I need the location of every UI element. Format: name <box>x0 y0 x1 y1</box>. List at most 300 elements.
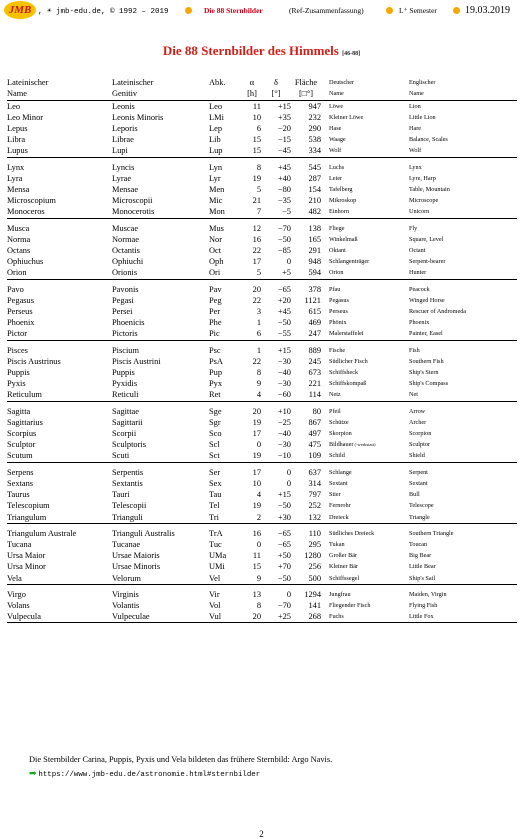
cell-abbr: Sge <box>209 406 222 416</box>
cell-abbr: Pic <box>207 328 243 340</box>
cell-german: Jungfrau <box>329 590 351 598</box>
cell-dec: −50 <box>277 234 291 244</box>
cell-german: Pegasus <box>329 296 349 304</box>
table-row <box>7 428 517 439</box>
cell-dec: +15 <box>277 345 291 355</box>
cell-ra: 15 <box>243 145 261 157</box>
cell-abbr: Vel <box>207 573 243 585</box>
cell-genitive: Puppis <box>112 368 135 378</box>
cell-dec: +25 <box>261 611 291 623</box>
cell-ra: 19 <box>252 173 261 183</box>
cell-area: 287 <box>308 173 321 183</box>
cell-genitive: Telescopii <box>112 501 147 511</box>
doc-subtitle: (Ref-Zusammenfassung) <box>289 6 364 15</box>
site-logo[interactable]: JMB <box>4 1 36 19</box>
cell-area: 221 <box>308 379 321 389</box>
cell-english: Serpent-bearer <box>409 258 446 266</box>
cell-area: 245 <box>308 356 321 366</box>
cell-abbr: UMi <box>209 562 225 572</box>
cell-ra: 22 <box>252 356 261 366</box>
cell-genitive: Ursae Maioris <box>112 551 160 561</box>
site-info[interactable]: , ☀ jmb-edu.de, © 1992 – 2019 <box>38 8 169 16</box>
table-row <box>7 389 517 401</box>
col-header-abbr: Abk. <box>209 78 226 87</box>
cell-dec: +15 <box>277 490 291 500</box>
cell-abbr: Ret <box>207 389 243 401</box>
table-row <box>7 367 517 378</box>
cell-abbr: Mic <box>209 196 223 206</box>
cell-area: 482 <box>291 206 329 218</box>
table-row <box>7 561 517 572</box>
cell-latin: Microscopium <box>7 196 56 206</box>
cell-dec: +35 <box>277 112 291 122</box>
cell-latin: Sagitta <box>7 406 31 416</box>
cell-ra: 21 <box>252 196 261 206</box>
cell-genitive: Microscopii <box>112 196 153 206</box>
cell-german: Waage <box>329 136 346 144</box>
table-row <box>7 523 517 539</box>
cell-german: Schiffskompaß <box>329 380 367 388</box>
table-row <box>7 184 517 195</box>
cell-genitive: Lyncis <box>112 162 135 172</box>
source-link-line <box>29 768 260 779</box>
cell-latin: Lupus <box>7 145 112 157</box>
cell-ra: 11 <box>252 101 261 111</box>
col-header-english: Englischer <box>409 79 436 86</box>
table-row <box>7 450 517 462</box>
col-header-german-sub: Name <box>329 89 409 100</box>
cell-english: Little Bear <box>409 563 436 571</box>
cell-dec: −20 <box>277 124 291 133</box>
cell-latin: Scorpius <box>7 429 37 439</box>
cell-dec: +15 <box>277 101 291 111</box>
cell-abbr: Mus <box>209 223 224 233</box>
cell-dec: −55 <box>261 328 291 340</box>
cell-german: Tafelberg <box>329 186 353 194</box>
cell-genitive: Tauri <box>112 490 130 500</box>
cell-german: Orion <box>329 267 409 279</box>
cell-english: Ship's Sail <box>409 573 517 585</box>
cell-genitive: Trianguli <box>112 512 207 524</box>
cell-abbr: Oct <box>209 246 222 256</box>
cell-abbr: Tri <box>207 512 243 524</box>
cell-dec: −60 <box>261 389 291 401</box>
table-row <box>7 195 517 206</box>
cell-genitive: Normae <box>112 234 139 244</box>
col-header-ra: α <box>249 78 255 87</box>
cell-dec: 0 <box>286 467 291 477</box>
cell-german: Schiffssegel <box>329 573 409 585</box>
cell-abbr: UMa <box>209 551 227 561</box>
cell-ra: 12 <box>252 223 261 233</box>
cell-latin: Pictor <box>7 328 112 340</box>
table-row <box>7 234 517 245</box>
table-row <box>7 173 517 184</box>
cell-abbr: Vol <box>209 600 221 610</box>
cell-abbr: Psc <box>209 345 221 355</box>
cell-ra: 15 <box>252 562 261 572</box>
cell-german: Pfau <box>329 285 341 293</box>
cell-dec: −70 <box>277 223 291 233</box>
cell-latin: Tucana <box>7 539 32 549</box>
cell-english: Peacock <box>409 285 430 293</box>
cell-ra: 10 <box>252 112 261 122</box>
cell-area: 475 <box>308 440 321 450</box>
cell-latin: Phoenix <box>7 318 35 328</box>
cell-abbr: TrA <box>209 528 223 538</box>
cell-latin: Pisces <box>7 345 28 355</box>
table-row <box>7 134 517 145</box>
cell-area: 314 <box>308 478 321 488</box>
cell-latin: Perseus <box>7 307 33 317</box>
cell-ra: 6 <box>256 124 261 133</box>
cell-ra: 0 <box>256 440 261 450</box>
cell-genitive: Ursae Minoris <box>112 562 161 572</box>
table-row <box>7 378 517 389</box>
cell-ra: 17 <box>252 257 261 267</box>
cell-german: Pfeil <box>329 407 341 415</box>
constellation-table <box>7 78 517 623</box>
cell-genitive: Pavonis <box>112 284 139 294</box>
cell-area: 673 <box>308 368 321 378</box>
cell-dec: 0 <box>286 257 291 267</box>
cell-latin: Orion <box>7 267 112 279</box>
cell-area: 295 <box>308 539 321 549</box>
cell-abbr: Phe <box>209 318 222 328</box>
table-row <box>7 512 517 524</box>
cell-abbr: Leo <box>209 101 223 111</box>
cell-dec: +10 <box>277 406 291 416</box>
cell-abbr: Lup <box>207 145 243 157</box>
cell-area: 947 <box>308 101 321 111</box>
page-number: 2 <box>259 829 264 839</box>
cell-dec: −45 <box>261 145 291 157</box>
bullet-icon <box>453 7 460 14</box>
cell-german: Fernrohr <box>329 502 351 510</box>
cell-dec: −65 <box>277 539 291 549</box>
cell-dec: −15 <box>277 135 291 145</box>
cell-abbr: Tau <box>209 490 222 500</box>
cell-ra: 17 <box>252 429 261 439</box>
cell-dec: −50 <box>277 318 291 328</box>
cell-abbr: Lep <box>209 124 223 133</box>
cell-genitive: Ophiuchi <box>112 257 144 267</box>
cell-german: Schiffsheck <box>329 369 359 377</box>
cell-dec: +30 <box>261 512 291 524</box>
cell-genitive: Scorpii <box>112 429 137 439</box>
cell-ra: 16 <box>252 528 261 538</box>
cell-dec: +40 <box>277 173 291 183</box>
cell-abbr: Tuc <box>209 539 222 549</box>
table-row <box>7 462 517 478</box>
cell-genitive: Monocerotis <box>112 206 207 218</box>
cell-german: Einhorn <box>329 206 409 218</box>
cell-latin: Puppis <box>7 368 30 378</box>
cell-latin: Scutum <box>7 450 112 462</box>
table-row <box>7 157 517 173</box>
cell-ra: 4 <box>256 490 261 500</box>
page-header <box>2 0 521 22</box>
cell-german: Sextant <box>329 479 348 487</box>
cell-genitive: Piscis Austrini <box>112 356 161 366</box>
cell-ra: 10 <box>252 478 261 488</box>
cell-english: Winged Horse <box>409 296 445 304</box>
cell-latin: Ursa Minor <box>7 562 46 572</box>
cell-latin: Volans <box>7 600 30 610</box>
cell-latin: Sculptor <box>7 440 36 450</box>
cell-dec: −30 <box>277 440 291 450</box>
footnote: Die Sternbilder Carina, Puppis, Pyxis und Vela bildeten das frühere Sternbild: Argo Navis. <box>29 755 333 764</box>
page-title <box>0 43 523 59</box>
cell-ra: 3 <box>256 307 261 317</box>
cell-abbr: Sex <box>209 478 222 488</box>
cell-ra: 4 <box>243 389 261 401</box>
table-row <box>7 417 517 428</box>
cell-ra: 19 <box>243 450 261 462</box>
cell-german: Fische <box>329 346 346 354</box>
cell-english: Little Fox <box>409 611 517 623</box>
cell-latin: Triangulum Australe <box>7 528 77 538</box>
cell-english: Phoenix <box>409 319 430 327</box>
cell-german: Fuchs <box>329 611 409 623</box>
cell-area: 141 <box>308 600 321 610</box>
cell-genitive: Vulpeculae <box>112 611 207 623</box>
cell-area: 154 <box>308 185 321 195</box>
cell-ra: 19 <box>252 417 261 427</box>
table-row <box>7 550 517 561</box>
cell-latin: Vulpecula <box>7 611 112 623</box>
cell-ra: 13 <box>252 589 261 599</box>
cell-english: Wolf <box>409 145 517 157</box>
cell-genitive: Trianguli Australis <box>112 528 175 538</box>
sculptor-note: (-werkstatt) <box>353 442 376 448</box>
cell-area: 538 <box>308 135 321 145</box>
cell-german: Phönix <box>329 319 347 327</box>
cell-dec: −10 <box>261 450 291 462</box>
cell-latin: Lynx <box>7 162 25 172</box>
cell-abbr: LMi <box>209 112 224 122</box>
col-header-abbr-sub <box>207 89 243 100</box>
cell-ra: 11 <box>252 551 261 561</box>
cell-latin: Telescopium <box>7 501 50 511</box>
cell-english: Archer <box>409 418 427 426</box>
cell-genitive: Piscium <box>112 345 139 355</box>
cell-genitive: Sextantis <box>112 478 143 488</box>
cell-english: Fly <box>409 224 418 232</box>
cell-ra: 6 <box>243 328 261 340</box>
cell-ra: 1 <box>256 318 261 328</box>
cell-abbr: Per <box>209 307 221 317</box>
table-row <box>7 206 517 218</box>
table-row <box>7 356 517 367</box>
cell-area: 247 <box>291 328 329 340</box>
cell-english: Southern Fish <box>409 357 444 365</box>
cell-latin: Norma <box>7 234 31 244</box>
cell-abbr: Nor <box>209 234 223 244</box>
cell-latin: Libra <box>7 135 26 145</box>
cell-dec: −40 <box>277 429 291 439</box>
col-header-german: Deutscher <box>329 79 355 86</box>
table-row <box>7 218 517 234</box>
table-row <box>7 123 517 134</box>
cell-english: Flying Fish <box>409 601 438 609</box>
cell-english: Serpent <box>409 468 428 476</box>
doc-title: Die 88 Sternbilder <box>204 6 263 15</box>
cell-english: Sculptor <box>409 441 430 449</box>
table-row <box>7 145 517 157</box>
cell-abbr: PsA <box>209 356 223 366</box>
cell-german: Winkelmaß <box>329 235 358 243</box>
cell-german: Fliege <box>329 224 345 232</box>
cell-dec: 0 <box>286 589 291 599</box>
cell-latin: Serpens <box>7 467 34 477</box>
cell-abbr: Sgr <box>209 417 221 427</box>
cell-english: Octant <box>409 247 426 255</box>
cell-area: 110 <box>308 528 321 538</box>
cell-area: 334 <box>291 145 329 157</box>
cell-genitive: Octantis <box>112 246 140 256</box>
cell-german: Tukan <box>329 540 345 548</box>
cell-area: 1121 <box>304 295 321 305</box>
cell-genitive: Leonis <box>112 101 135 111</box>
page-title-tag: [46-88] <box>342 51 361 57</box>
cell-english: Big Bear <box>409 552 432 560</box>
cell-english: Table, Mountain <box>409 186 450 194</box>
cell-german: Kleiner Löwe <box>329 113 364 121</box>
table-row <box>7 295 517 306</box>
cell-english: Scorpion <box>409 430 432 438</box>
cell-abbr: Vir <box>209 589 220 599</box>
cell-ra: 20 <box>252 284 261 294</box>
cell-english: Arrow <box>409 407 426 415</box>
cell-ra: 8 <box>256 162 261 172</box>
table-row <box>7 500 517 511</box>
cell-latin: Sagittarius <box>7 417 43 427</box>
table-row <box>7 267 517 279</box>
cell-dec: −70 <box>277 600 291 610</box>
cell-dec: +45 <box>277 162 291 172</box>
cell-area: 1280 <box>304 551 321 561</box>
cell-abbr: Sct <box>207 450 243 462</box>
cell-english: Ship's Compass <box>409 380 449 388</box>
cell-english: Painter, Easel <box>409 328 517 340</box>
cell-genitive: Sculptoris <box>112 440 146 450</box>
cell-genitive: Leporis <box>112 124 138 133</box>
cell-german: Oktant <box>329 247 346 255</box>
cell-abbr: Vul <box>207 611 243 623</box>
cell-latin: Lyra <box>7 173 23 183</box>
cell-area: 165 <box>308 234 321 244</box>
bullet-icon <box>386 7 393 14</box>
cell-ra: 5 <box>243 267 261 279</box>
cell-english: Square, Level <box>409 235 444 243</box>
cell-ra: 19 <box>252 501 261 511</box>
source-url-link[interactable]: https://www.jmb-edu.de/astronomie.html#sternbilder <box>38 771 261 779</box>
cell-german: Luchs <box>329 163 345 171</box>
cell-german: Perseus <box>329 308 348 316</box>
cell-latin: Taurus <box>7 490 30 500</box>
table-row <box>7 584 517 600</box>
cell-genitive: Pyxidis <box>112 379 138 389</box>
cell-english: Unicorn <box>409 206 517 218</box>
cell-area: 378 <box>308 284 321 294</box>
cell-genitive: Tucanae <box>112 539 141 549</box>
cell-ra: 2 <box>243 512 261 524</box>
cell-english: Lyre, Harp <box>409 174 436 182</box>
cell-genitive: Pegasi <box>112 295 134 305</box>
cell-english: Maiden, Virgin <box>409 590 447 598</box>
header-date: 19.03.2019 <box>465 5 510 16</box>
cell-abbr: Lib <box>209 135 221 145</box>
cell-area: 497 <box>308 429 321 439</box>
cell-dec: −30 <box>277 356 291 366</box>
cell-latin: Mensa <box>7 185 30 195</box>
cell-genitive: Lyrae <box>112 173 132 183</box>
cell-english: Microscope <box>409 197 439 205</box>
col-header-area: Fläche <box>294 78 318 87</box>
cell-area: 268 <box>291 611 329 623</box>
cell-dec: −5 <box>261 206 291 218</box>
cell-ra: 15 <box>252 135 261 145</box>
cell-genitive: Reticuli <box>112 389 207 401</box>
table-row <box>7 573 517 585</box>
cell-latin: Octans <box>7 246 31 256</box>
cell-german: Schlange <box>329 468 352 476</box>
cell-genitive: Volantis <box>112 600 140 610</box>
col-header-ra-unit: [h] <box>243 89 261 100</box>
cell-area: 545 <box>308 162 321 172</box>
cell-area: 138 <box>308 223 321 233</box>
table-row <box>7 100 517 112</box>
cell-abbr: Oph <box>209 257 224 267</box>
bullet-icon <box>185 7 192 14</box>
cell-genitive: Velorum <box>112 573 207 585</box>
cell-english: Lynx <box>409 163 422 171</box>
cell-latin: Piscis Austrinus <box>7 356 61 366</box>
cell-ra: 8 <box>256 600 261 610</box>
col-header-genitive: Lateinischer <box>112 78 154 87</box>
cell-area: 232 <box>308 112 321 122</box>
cell-dec: −85 <box>277 246 291 256</box>
cell-ra: 20 <box>243 611 261 623</box>
cell-english: Fish <box>409 346 420 354</box>
col-header-dec: δ <box>274 78 278 87</box>
cell-dec: −30 <box>277 379 291 389</box>
cell-area: 1294 <box>304 589 321 599</box>
cell-dec: 0 <box>286 478 291 488</box>
cell-latin: Monoceros <box>7 206 112 218</box>
cell-genitive: Pictoris <box>112 328 207 340</box>
cell-area: 867 <box>308 417 321 427</box>
cell-latin: Pyxis <box>7 379 26 389</box>
cell-abbr: Ser <box>209 467 221 477</box>
cell-german: Wolf <box>329 145 409 157</box>
page-title-text: Die 88 Sternbilder des Himmels <box>162 43 339 58</box>
cell-english: Ship's Stern <box>409 369 439 377</box>
cell-area: 615 <box>308 307 321 317</box>
cell-ra: 22 <box>252 295 261 305</box>
cell-genitive: Mensae <box>112 185 139 195</box>
cell-abbr: Scl <box>209 440 220 450</box>
cell-area: 256 <box>308 562 321 572</box>
cell-german: Leier <box>329 174 343 182</box>
cell-genitive: Virginis <box>112 589 139 599</box>
cell-ra: 22 <box>252 246 261 256</box>
cell-abbr: Lyn <box>209 162 223 172</box>
cell-latin: Musca <box>7 223 30 233</box>
cell-area: 500 <box>291 573 329 585</box>
cell-german: Südliches Dreieck <box>329 529 375 537</box>
